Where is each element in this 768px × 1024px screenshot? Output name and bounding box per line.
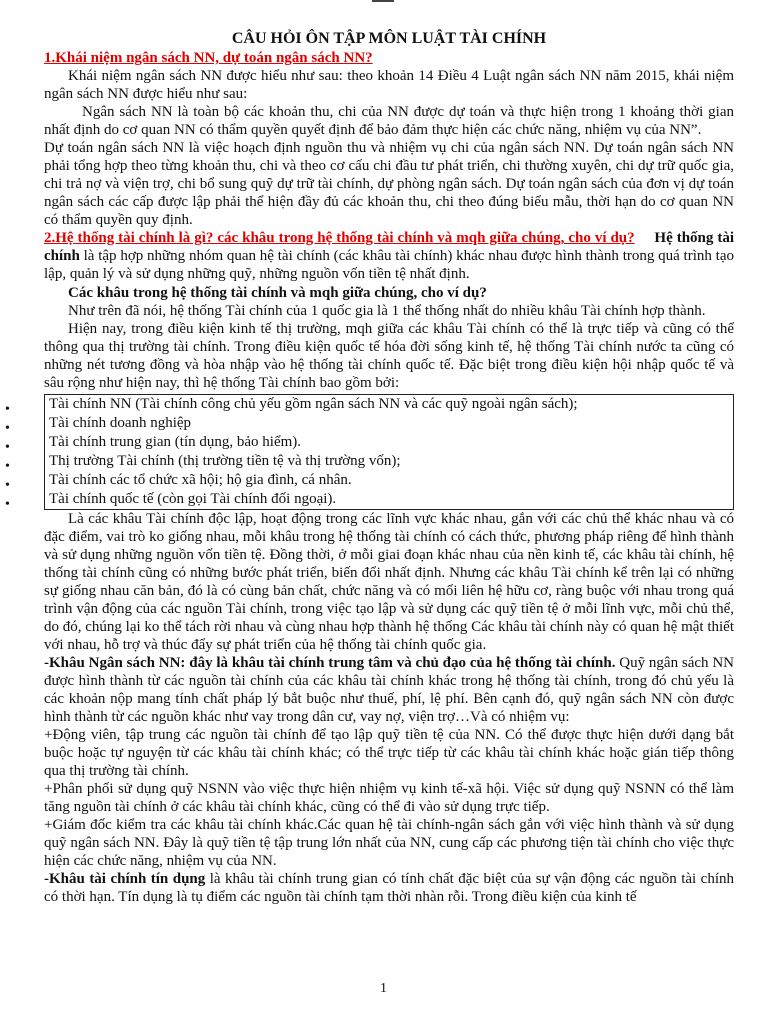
list-item <box>5 471 729 493</box>
header-mark <box>372 0 394 2</box>
list-item-text: Tài chính quốc tế (còn gọi Tài chính đối ngoại). <box>49 491 337 507</box>
credit-term: -Khâu tài chính tín dụng <box>44 871 206 887</box>
paragraph-3: Dự toán ngân sách NN là việc hoạch định nguồn thu và nhiệm vụ chi của ngân sách NN. Dự toán ngân sách NN phải tổng hợp theo từng khoản thu, chi và theo cơ cấu chi đầu tư phát triển, chi thường xuyên, chi dự trữ quốc gia, chi trả nợ và viện trợ, chi bổ sung quỹ dự trữ tài chính, dự phòng ngân sách. Dự toán ngân sách của đơn vị dự toán ngân sách các cấp được lập phải thể hiện đầy đủ các khoản thu, chi theo đúng biểu mẫu, thời hạn do cơ quan NN có thẩm quyền quy định. <box>44 140 734 228</box>
document-body <box>5 30 735 906</box>
list-item <box>5 452 729 474</box>
paragraph-1: Khái niệm ngân sách NN được hiểu như sau: theo khoản 14 Điều 4 Luật ngân sách NN năm 2015, khái niệm ngân sách NN được hiểu như sau: <box>44 68 734 102</box>
page-number: 1 <box>380 981 387 996</box>
paragraph-11 <box>44 870 734 906</box>
bullet-icon: • <box>5 459 10 474</box>
bullet-icon: • <box>5 421 10 436</box>
bullet-icon: • <box>5 497 10 512</box>
list-item-text: Thị trường Tài chính (thị trường tiền tệ và thị trường vốn); <box>49 453 401 469</box>
paragraph-7 <box>44 654 734 726</box>
bullet-icon: • <box>5 440 10 455</box>
list-item-text: Tài chính NN (Tài chính công chủ yếu gồm ngân sách NN và các quỹ ngoài ngân sách); <box>49 396 578 412</box>
budget-bold-text: đây là khâu tài chính trung tâm và chủ đạo của hệ thống tài chính. <box>185 655 616 671</box>
financial-system-list <box>5 394 734 512</box>
list-item <box>5 414 729 436</box>
bullet-icon: • <box>5 402 10 417</box>
paragraph-9: +Phân phối sử dụng quỹ NSNN vào việc thực hiện nhiệm vụ kinh tế-xã hội. Việc sử dụng quỹ NSNN có thể làm tăng nguồn tài chính ở các khâu tài chính khác, cũng có thể đi vào sử dụng trực tiếp. <box>44 781 734 815</box>
list-item <box>5 395 729 417</box>
list-item-text: Tài chính trung gian (tín dụng, bảo hiểm). <box>49 434 302 450</box>
paragraph-4: Như trên đã nói, hệ thống Tài chính của 1 quốc gia là 1 thể thống nhất do nhiều khâu Tài chính hợp thành. <box>68 303 706 319</box>
paragraph-8: +Động viên, tập trung các nguồn tài chính để tạo lập quỹ tiền tệ của NN. Có thể được thực hiện dưới dạng bắt buộc hoặc tự nguyện từ các khâu tài chính khác; có thể trực tiếp từ các khâu tài chính khác hoặc gián tiếp thông qua thị trường tài chính. <box>44 727 734 779</box>
list-item <box>5 490 729 512</box>
document-title: CÂU HỎI ÔN TẬP MÔN LUẬT TÀI CHÍNH <box>231 30 547 47</box>
budget-rest-text: Quỹ ngân sách NN được hình thành từ các nguồn tài chính của các khâu tài chính khác trong hệ thống tài chính, trong đó chủ yếu là các khoản nộp mang tính chất pháp lý bắt buộc như thuế, phí, lệ phí. Bên cạnh đó, quỹ ngân sách NN còn được hình thành từ các nguồn khác như vay trong dân cư, vay nợ, viện trợ…Và có nhiệm vụ: <box>44 655 735 725</box>
question-2-definition: là tập hợp những nhóm quan hệ tài chính (các khâu tài chính) khác nhau được hình thành trong quá trình tạo lập, quản lý và sử dụng những quỹ, những nguồn vốn tiền tệ nhất định. <box>44 248 734 282</box>
list-item <box>5 433 729 455</box>
budget-term: -Khâu Ngân sách NN: <box>44 655 186 671</box>
question-2-term: Hệ thống tài chính <box>44 230 734 264</box>
question-2-heading <box>44 229 734 283</box>
paragraph-5: Hiện nay, trong điều kiện kinh tế thị trường, mqh giữa các khâu Tài chính có thể là trực tiếp và cũng có thể thông qua thị trường tài chính. Trong điều kiện quốc tế hóa đời sống kinh tế, hệ thống Tài chính nước ta cũng có những nét tương đồng và hòa nhập vào hệ thống tài chính quốc tế. Đặc biệt trong điều kiện hội nhập quốc tế và sâu rộng như hiện nay, thì hệ thống Tài chính bao gồm bởi: <box>44 321 734 391</box>
question-2-text: 2.Hệ thống tài chính là gì? các khâu trong hệ thống tài chính và mqh giữa chúng, cho ví dụ? <box>44 230 635 246</box>
list-item-text: Tài chính các tổ chức xã hội; hộ gia đình, cá nhân. <box>49 472 352 488</box>
paragraph-10: +Giám đốc kiểm tra các khâu tài chính khác.Các quan hệ tài chính-ngân sách gắn với việc hình thành và sử dụng quỹ ngân sách NN. Đây là quỹ tiền tệ tập trung lớn nhất của NN, cung cấp các phương tiện tài chính cho việc thực hiện các chức năng, nhiệm vụ của NN. <box>44 817 734 869</box>
bullet-icon: • <box>5 478 10 493</box>
paragraph-6: Là các khâu Tài chính độc lập, hoạt động trong các lĩnh vực khác nhau, gắn với các chủ thể khác nhau và có đặc điểm, vai trò ko giống nhau, mỗi khâu trong hệ thống tài chính có cách thức, phương pháp riêng để hình thành và sử dụng những nguồn vốn tiền tệ. Đồng thời, ở mỗi giai đoạn khác nhau của nền kinh tế, các khâu tài chính, hệ thống tài chính cũng có những bước phát triển, biến đổi nhất định. Nhưng các khâu Tài chính kể trên lại có những sự giống nhau căn bản, đó là có cùng bản chất, chức năng và có mối liên hệ hữu cơ, ràng buộc với nhau trong quá trình vận động của các nguồn Tài chính, trong việc tạo lập và sử dụng các quỹ tiền tệ ở mỗi lĩnh vực, mỗi chủ thể, do đó, chúng lại ko thể tách rời nhau và cùng nhau hợp thành hệ thống Các khâu tài chính này có quan hệ mật thiết với nhau, hỗ trợ và thúc đẩy sự phát triển của hệ thống tài chính quốc gia. <box>44 511 734 653</box>
list-item-text: Tài chính doanh nghiệp <box>49 415 192 431</box>
paragraph-2: Ngân sách NN là toàn bộ các khoản thu, chi của NN được dự toán và thực hiện trong 1 khoảng thời gian nhất định do cơ quan NN có thẩm quyền quyết định để bảo đảm thực hiện các chức năng, nhiệm vụ của NN”. <box>44 104 734 138</box>
subheading-relations: Các khâu trong hệ thống tài chính và mqh giữa chúng, cho ví dụ? <box>68 285 487 301</box>
question-1-heading <box>44 49 734 67</box>
question-1-text: 1.Khái niệm ngân sách NN, dự toán ngân sách NN? <box>44 50 373 66</box>
credit-rest-text: là khâu tài chính trung gian có tính chất đặc biệt của sự vận động các nguồn tài chính có thời hạn. Tín dụng là tụ điểm các nguồn tài chính tạm thời nhàn rỗi. Trong điều kiện của kinh tế <box>44 871 734 905</box>
